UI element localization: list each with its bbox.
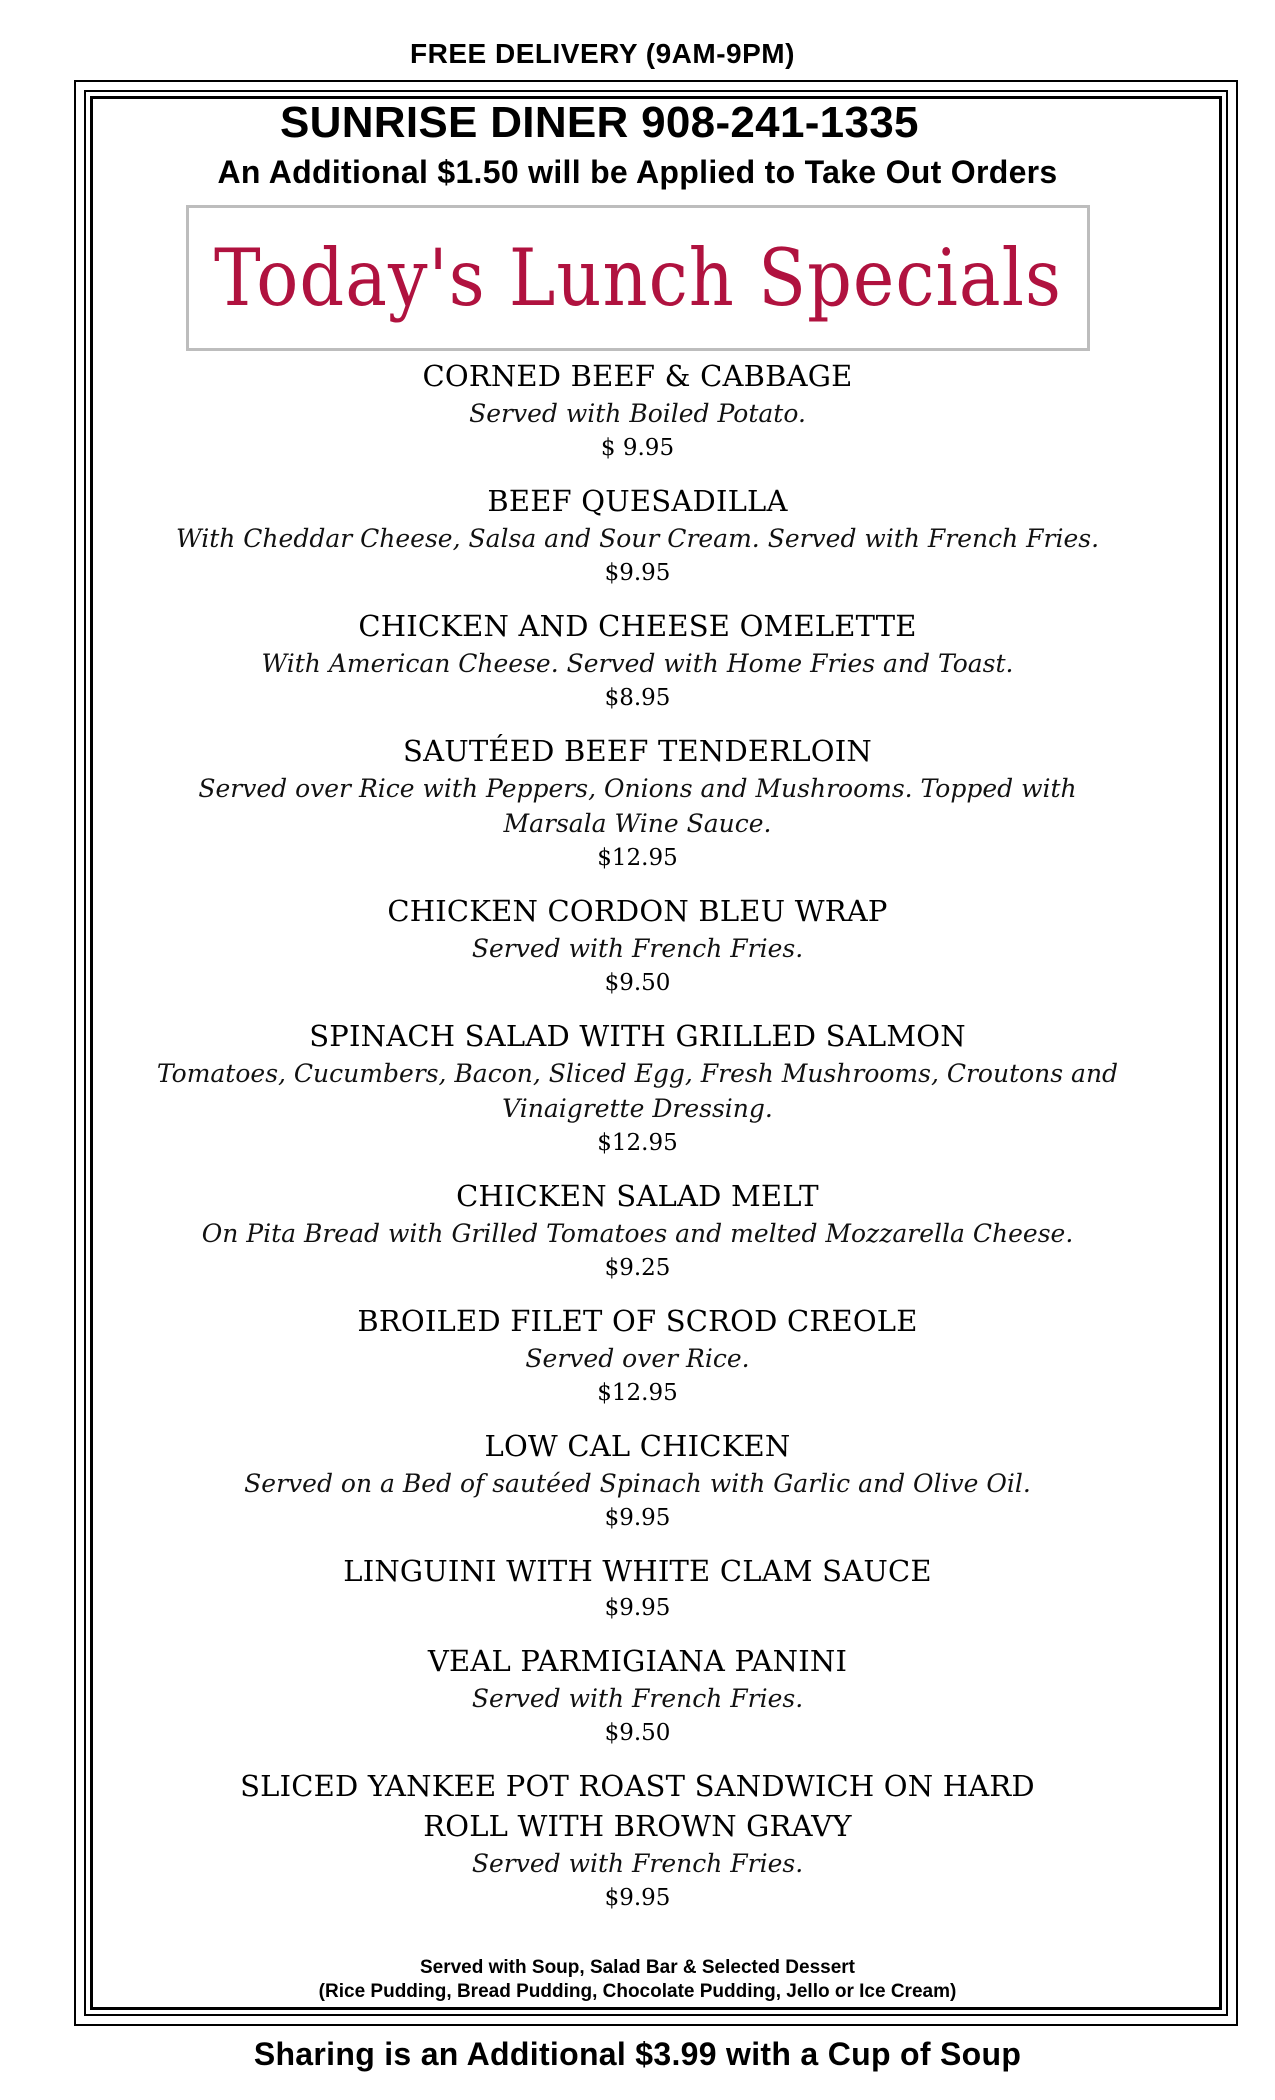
menu-item (120, 1426, 1155, 1535)
item-price: $12.95 (597, 845, 678, 871)
menu-item (120, 1301, 1155, 1410)
item-price: $9.50 (604, 970, 671, 996)
item-name: LINGUINI WITH WHITE CLAM SAUCE (343, 1554, 932, 1588)
menu-item (120, 606, 1155, 715)
item-name: CHICKEN SALAD MELT (456, 1179, 819, 1213)
item-description: Served with French Fries. (471, 934, 804, 963)
item-description: Served with French Fries. (471, 1849, 804, 1878)
dessert-options-text: (Rice Pudding, Bread Pudding, Chocolate Pudding, Jello or Ice Cream) (318, 1981, 957, 2002)
takeout-surcharge-note: An Additional $1.50 will be Applied to Take Out Orders (217, 154, 1058, 190)
menu-item (120, 1176, 1155, 1285)
title-box (186, 205, 1090, 351)
menu-item (120, 1016, 1155, 1160)
item-name: CORNED BEEF & CABBAGE (422, 359, 853, 393)
item-description: On Pita Bread with Grilled Tomatoes and melted Mozzarella Cheese. (201, 1219, 1074, 1248)
item-name: BROILED FILET OF SCROD CREOLE (357, 1304, 918, 1338)
item-description: Served with Boiled Potato. (469, 399, 806, 428)
item-name: SPINACH SALAD WITH GRILLED SALMON (309, 1019, 966, 1053)
item-name: BEEF QUESADILLA (487, 484, 788, 518)
item-name: CHICKEN AND CHEESE OMELETTE (358, 609, 917, 643)
item-price: $9.95 (604, 1885, 671, 1911)
item-description: With American Cheese. Served with Home Fries and Toast. (261, 649, 1014, 678)
item-name: VEAL PARMIGIANA PANINI (427, 1644, 848, 1678)
menu-item (120, 481, 1155, 590)
menu-item (120, 731, 1155, 875)
menu-item (120, 1766, 1155, 1915)
item-name: SLICED YANKEE POT ROAST SANDWICH ON HARD ROLL WITH BROWN GRAVY (240, 1769, 1035, 1843)
restaurant-name-phone: SUNRISE DINER 908-241-1335 (280, 98, 919, 147)
item-description: Served over Rice. (525, 1344, 750, 1373)
item-name: SAUTÉED BEEF TENDERLOIN (403, 734, 872, 768)
menu-item (120, 891, 1155, 1000)
item-name: CHICKEN CORDON BLEU WRAP (387, 894, 888, 928)
item-price: $ 9.95 (600, 435, 675, 461)
menu-item (120, 1551, 1155, 1625)
item-description: Served over Rice with Peppers, Onions and Mushrooms. Topped with Marsala Wine Sauce. (198, 774, 1077, 838)
sharing-note: Sharing is an Additional $3.99 with a Cup of Soup (253, 2036, 1022, 2072)
specials-list (120, 356, 1155, 1931)
item-description: With Cheddar Cheese, Salsa and Sour Cream. Served with French Fries. (175, 524, 1100, 553)
item-price: $12.95 (597, 1380, 678, 1406)
free-delivery-banner: FREE DELIVERY (9AM-9PM) (410, 38, 795, 69)
served-with-text: Served with Soup, Salad Bar & Selected Dessert (419, 1957, 856, 1978)
footer-served-with (0, 1956, 1275, 2004)
item-price: $9.50 (604, 1720, 671, 1746)
item-description: Served on a Bed of sautéed Spinach with Garlic and Olive Oil. (244, 1469, 1031, 1498)
item-price: $9.95 (604, 560, 671, 586)
item-price: $8.95 (604, 685, 671, 711)
item-description: Served with French Fries. (471, 1684, 804, 1713)
item-price: $9.95 (604, 1505, 671, 1531)
item-price: $9.25 (604, 1255, 671, 1281)
item-description: Tomatoes, Cucumbers, Bacon, Sliced Egg, Fresh Mushrooms, Croutons and Vinaigrette Dressing. (156, 1059, 1119, 1123)
page-title: Today's Lunch Specials (214, 232, 1062, 324)
menu-item (120, 356, 1155, 465)
item-name: LOW CAL CHICKEN (484, 1429, 791, 1463)
item-price: $9.95 (604, 1595, 671, 1621)
item-price: $12.95 (597, 1130, 678, 1156)
menu-item (120, 1641, 1155, 1750)
